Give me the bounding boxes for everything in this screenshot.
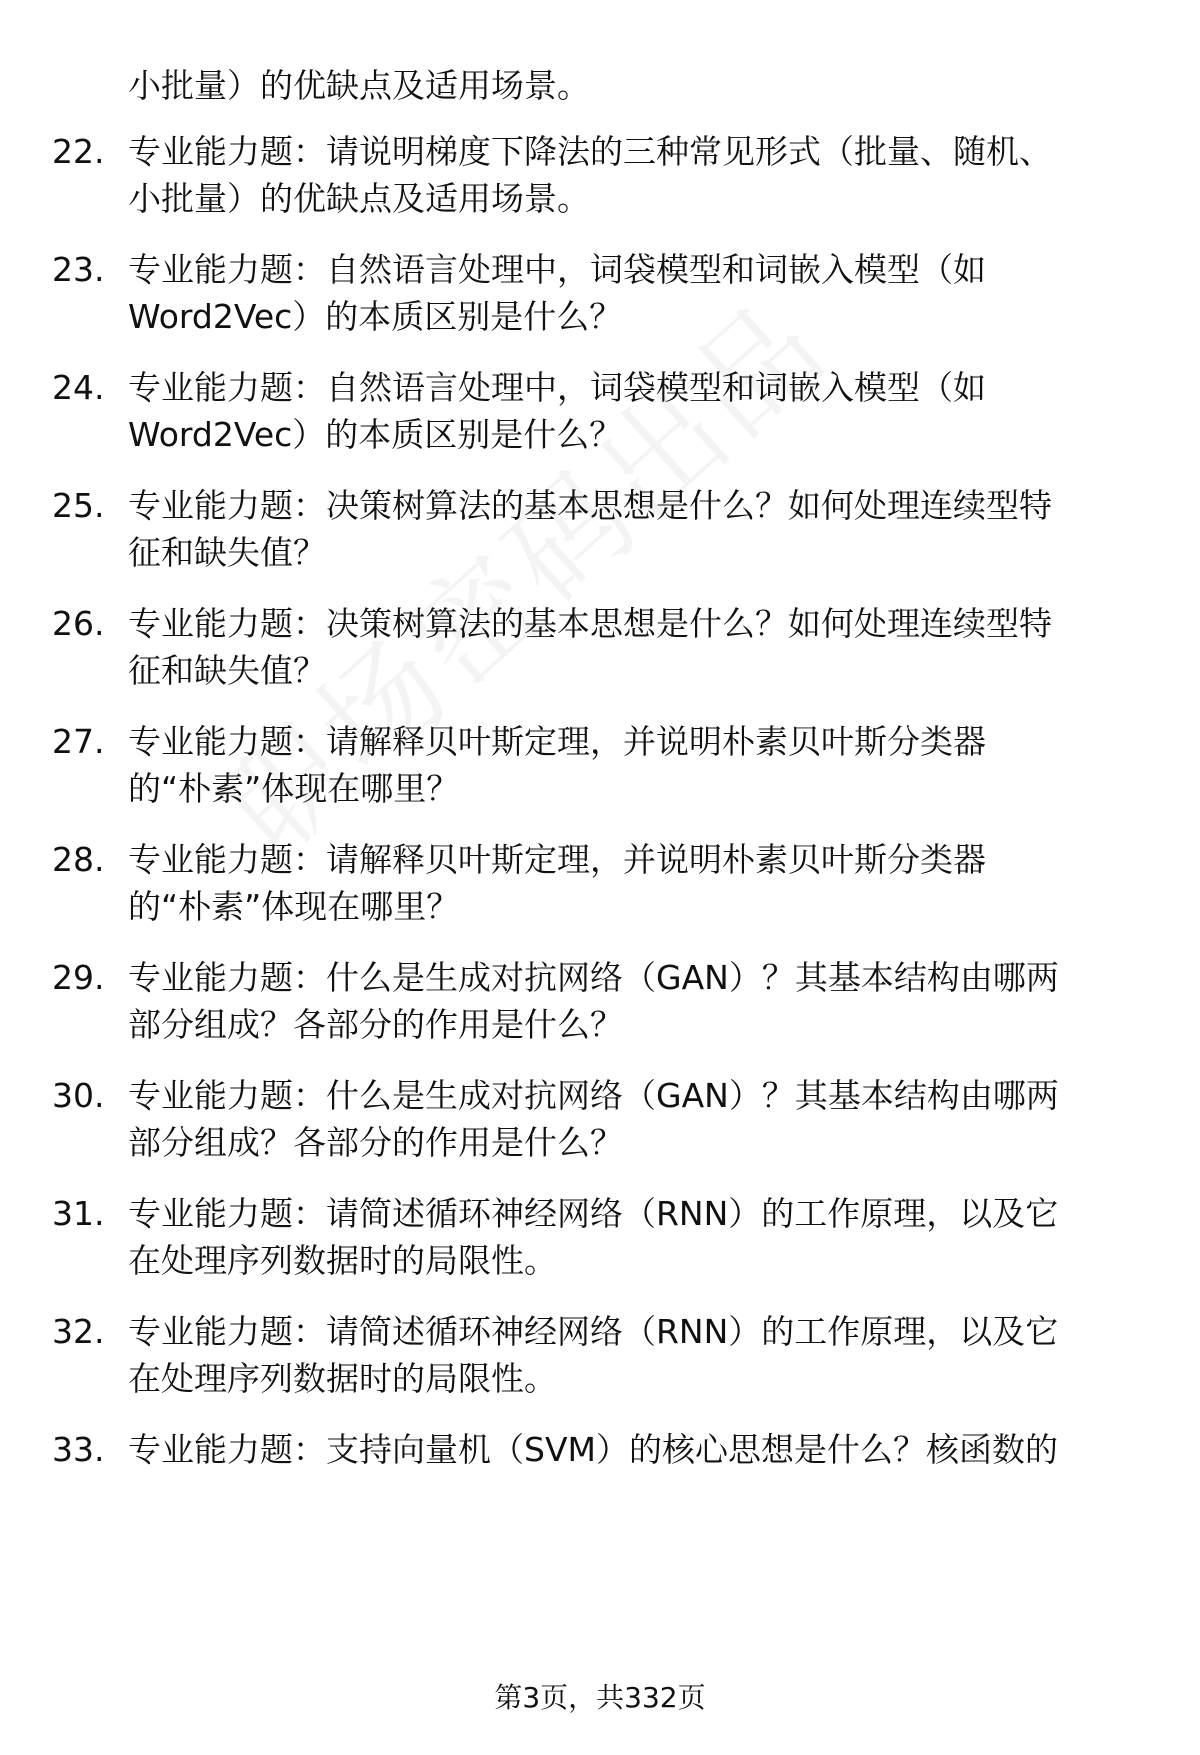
question-line: 的“朴素”体现在哪里？ bbox=[128, 887, 460, 926]
question-line: 专业能力题：请简述循环神经网络（RNN）的工作原理，以及它 bbox=[128, 1312, 1059, 1351]
question-number: 27. bbox=[52, 722, 105, 761]
question-line: 专业能力题：自然语言处理中，词袋模型和词嵌入模型（如 bbox=[128, 368, 986, 407]
page-footer: 第3页，共332页 bbox=[494, 1681, 706, 1714]
question-line: 专业能力题：支持向量机（SVM）的核心思想是什么？核函数的 bbox=[128, 1430, 1058, 1469]
question-line: 专业能力题：什么是生成对抗网络（GAN）？其基本结构由哪两 bbox=[128, 958, 1059, 997]
question-line: 的“朴素”体现在哪里？ bbox=[128, 769, 460, 808]
question-line: 征和缺失值？ bbox=[128, 651, 326, 690]
question-number: 26. bbox=[52, 604, 105, 643]
question-line: 专业能力题：请解释贝叶斯定理，并说明朴素贝叶斯分类器 bbox=[128, 840, 986, 879]
question-line: 征和缺失值？ bbox=[128, 533, 326, 572]
question-line: 部分组成？各部分的作用是什么？ bbox=[128, 1123, 623, 1162]
question-line: 在处理序列数据时的局限性。 bbox=[128, 1359, 557, 1398]
question-line: 专业能力题：请简述循环神经网络（RNN）的工作原理，以及它 bbox=[128, 1194, 1059, 1233]
question-line: 小批量）的优缺点及适用场景。 bbox=[128, 179, 590, 218]
question-line: 在处理序列数据时的局限性。 bbox=[128, 1241, 557, 1280]
question-line: Word2Vec）的本质区别是什么？ bbox=[128, 415, 623, 454]
question-line: 部分组成？各部分的作用是什么？ bbox=[128, 1005, 623, 1044]
question-line: 专业能力题：什么是生成对抗网络（GAN）？其基本结构由哪两 bbox=[128, 1076, 1059, 1115]
question-number: 22. bbox=[52, 132, 105, 171]
question-number: 31. bbox=[52, 1194, 105, 1233]
question-number: 30. bbox=[52, 1076, 105, 1115]
question-line: Word2Vec）的本质区别是什么？ bbox=[128, 297, 623, 336]
question-number: 29. bbox=[52, 958, 105, 997]
question-line: 专业能力题：决策树算法的基本思想是什么？如何处理连续型特 bbox=[128, 604, 1052, 643]
question-number: 33. bbox=[52, 1430, 105, 1469]
question-number: 32. bbox=[52, 1312, 105, 1351]
question-number: 23. bbox=[52, 250, 105, 289]
question-line: 专业能力题：请说明梯度下降法的三种常见形式（批量、随机、 bbox=[128, 132, 1052, 171]
question-line: 专业能力题：请解释贝叶斯定理，并说明朴素贝叶斯分类器 bbox=[128, 722, 986, 761]
question-number: 25. bbox=[52, 486, 105, 525]
question-line: 小批量）的优缺点及适用场景。 bbox=[128, 66, 590, 105]
question-line: 专业能力题：决策树算法的基本思想是什么？如何处理连续型特 bbox=[128, 486, 1052, 525]
question-number: 24. bbox=[52, 368, 105, 407]
question-line: 专业能力题：自然语言处理中，词袋模型和词嵌入模型（如 bbox=[128, 250, 986, 289]
question-number: 28. bbox=[52, 840, 105, 879]
